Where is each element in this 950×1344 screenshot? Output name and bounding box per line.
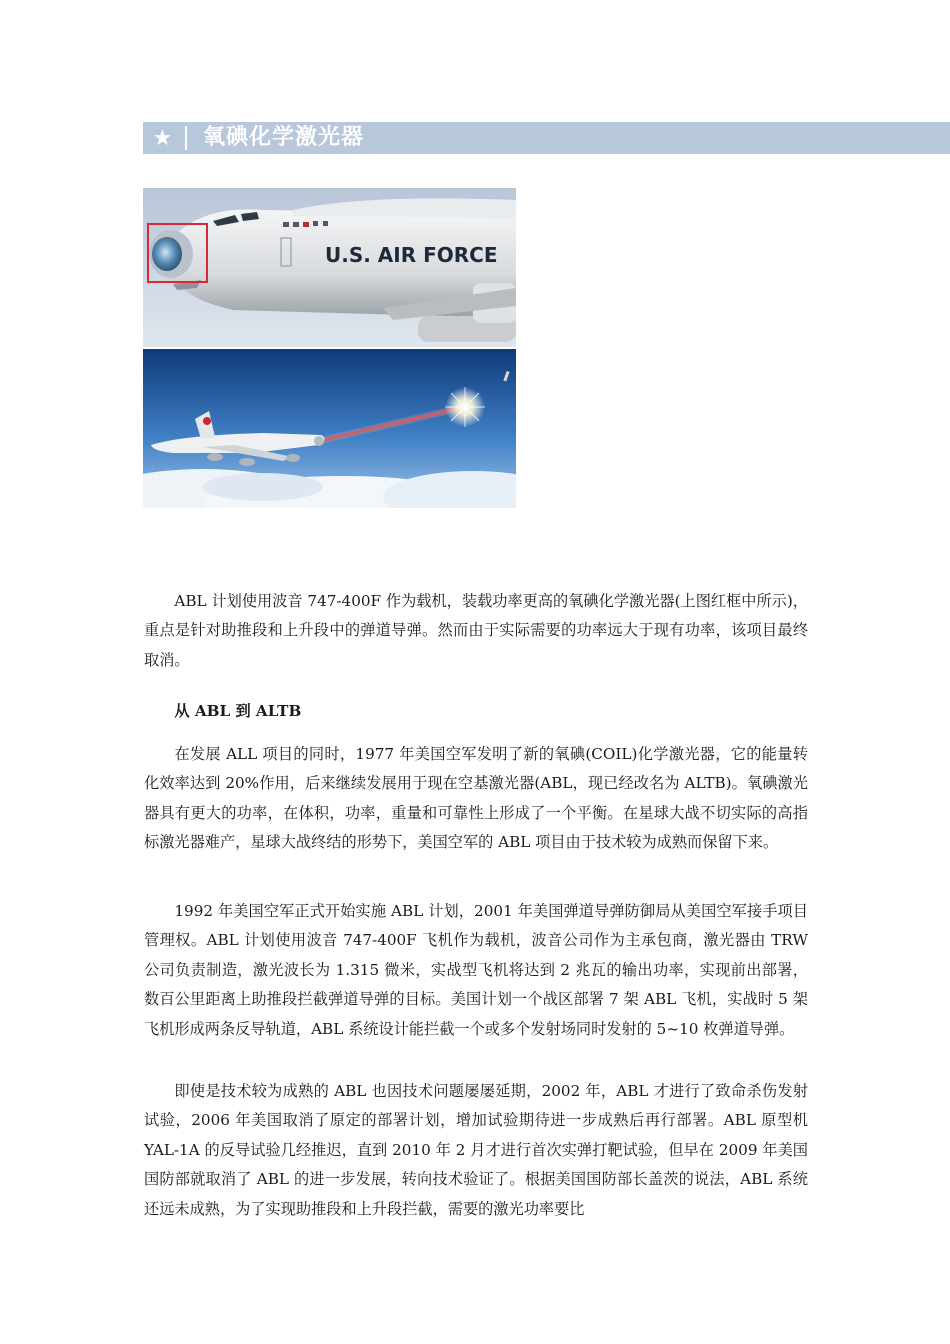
aircraft-nose-photo [143, 188, 516, 347]
star-icon: ★ [152, 125, 173, 151]
banner-divider [185, 126, 187, 150]
laser-firing-photo [143, 349, 516, 508]
paragraph-1: ABL 计划使用波音 747-400F 作为载机，装载功率更高的氧碘化学激光器(上图红框中所示)，重点是针对助推段和上升段中的弹道导弹。然而由于实际需要的功率远大于现有功率，该项目最终取消。 [144, 592, 808, 669]
fuselage-text: U.S. AIR FORCE [325, 243, 498, 267]
section-title: 氧碘化学激光器 [203, 125, 365, 150]
paragraph-2: 在发展 ALL 项目的同时，1977 年美国空军发明了新的氧碘(COIL)化学激光器，它的能量转化效率达到 20%作用，后来继续发展用于现在空基激光器(ABL，现已经改名为 ALTB)。氧碘激光器具有更大的功率，在体积，功率，重量和可靠性上形成了一个平衡。在星球大战不切实际的高指标激光器难产，星球大战终结的形势下，美国空军的 ABL 项目由于技术较为成熟而保留下来。 [144, 745, 808, 852]
section-banner [143, 122, 950, 154]
paragraph-4: 即使是技术较为成熟的 ABL 也因技术问题屡屡延期，2002 年，ABL 才进行了致命杀伤发射试验，2006 年美国取消了原定的部署计划，增加试验期待进一步成熟后再行部署。ABL 原型机 YAL-1A 的反导试验几经推迟，直到 2010 年 2 月才进行首次实弹打靶试验，但早在 2009 年美国国防部就取消了 ABL 的进一步发展，转向技术验证了。根据美国国防部长盖茨的说法，ABL 系统还远未成熟，为了实现助推段和上升段拦截，需要的激光功率要比 [144, 1082, 808, 1218]
paragraph-3: 1992 年美国空军正式开始实施 ABL 计划，2001 年美国弹道导弹防御局从美国空军接手项目管理权。ABL 计划使用波音 747-400F 飞机作为载机，波音公司作为主承包商，激光器由 TRW 公司负责制造，激光波长为 1.315 微米，实战型飞机将达到 2 兆瓦的输出功率，实现前出部署，数百公里距离上助推段拦截弹道导弹的目标。美国计划一个战区部署 7 架 ABL 飞机，实战时 5 架飞机形成两条反导轨道，ABL 系统设计能拦截一个或多个发射场同时发射的 5~10 枚弹道导弹。 [144, 902, 808, 1038]
section-heading: 从 ABL 到 ALTB [174, 702, 302, 720]
